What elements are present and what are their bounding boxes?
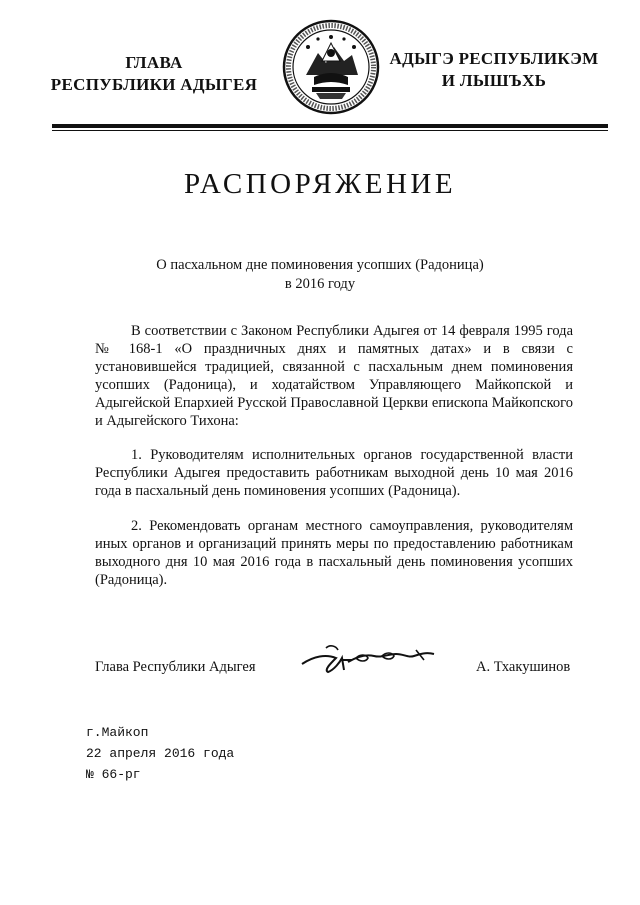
stamp-city: г.Майкоп (86, 725, 149, 740)
header-right-line1: АДЫГЭ РЕСПУБЛИКЭМ (389, 49, 599, 68)
body-paragraph-2 (95, 446, 573, 500)
header-right-line2: И ЛЫШЪХЬ (441, 71, 547, 90)
subject-line1: О пасхальном дне поминовения усопших (Радоница) (156, 257, 484, 273)
signatory-name: А. Тхакушинов (476, 659, 571, 675)
paragraph-text: 1. Руководителям исполнительных органов государственной власти Республики Адыгея предоставить работникам выходной день 10 мая 2016 года в пасхальный день поминовения усопших (Радоница). (95, 447, 573, 499)
stamp-number: № 66-рг (86, 767, 141, 782)
coat-of-arms-icon (276, 17, 386, 117)
header-left-line1: ГЛАВА (125, 53, 183, 72)
header-left-line2: РЕСПУБЛИКИ АДЫГЕЯ (50, 75, 258, 94)
document-title: РАСПОРЯЖЕНИЕ (183, 168, 457, 200)
body-paragraph-1 (95, 322, 573, 430)
header-right (388, 48, 600, 92)
subject-line2: в 2016 году (284, 276, 356, 292)
document-subject (60, 256, 580, 294)
registration-stamp (86, 722, 234, 785)
stamp-date: 22 апреля 2016 года (86, 746, 235, 761)
header-divider-thick (52, 124, 608, 128)
signatory-title: Глава Республики Адыгея (95, 659, 256, 675)
handwritten-signature (296, 640, 442, 680)
header-divider-thin (52, 130, 608, 131)
paragraph-text: В соответствии с Законом Республики Адыгея от 14 февраля 1995 года № 168-1 «О праздничных днях и памятных датах» и в связи с установившейся традицией, связанной с пасхальным днем поминовения усопших (Радоница), и ходатайством Управляющего Майкопской и Адыгейской Епархией Русской Православной Церкви епископа Майкопского и Адыгейского Тихона: (95, 323, 573, 429)
header-left (30, 52, 278, 96)
paragraph-text: 2. Рекомендовать органам местного самоуправления, руководителям иных органов и организаций принять меры по предоставлению работникам выходного дня 10 мая 2016 года в пасхальный день поминовения усопших (Радоница). (95, 518, 573, 588)
body-paragraph-3 (95, 517, 573, 589)
